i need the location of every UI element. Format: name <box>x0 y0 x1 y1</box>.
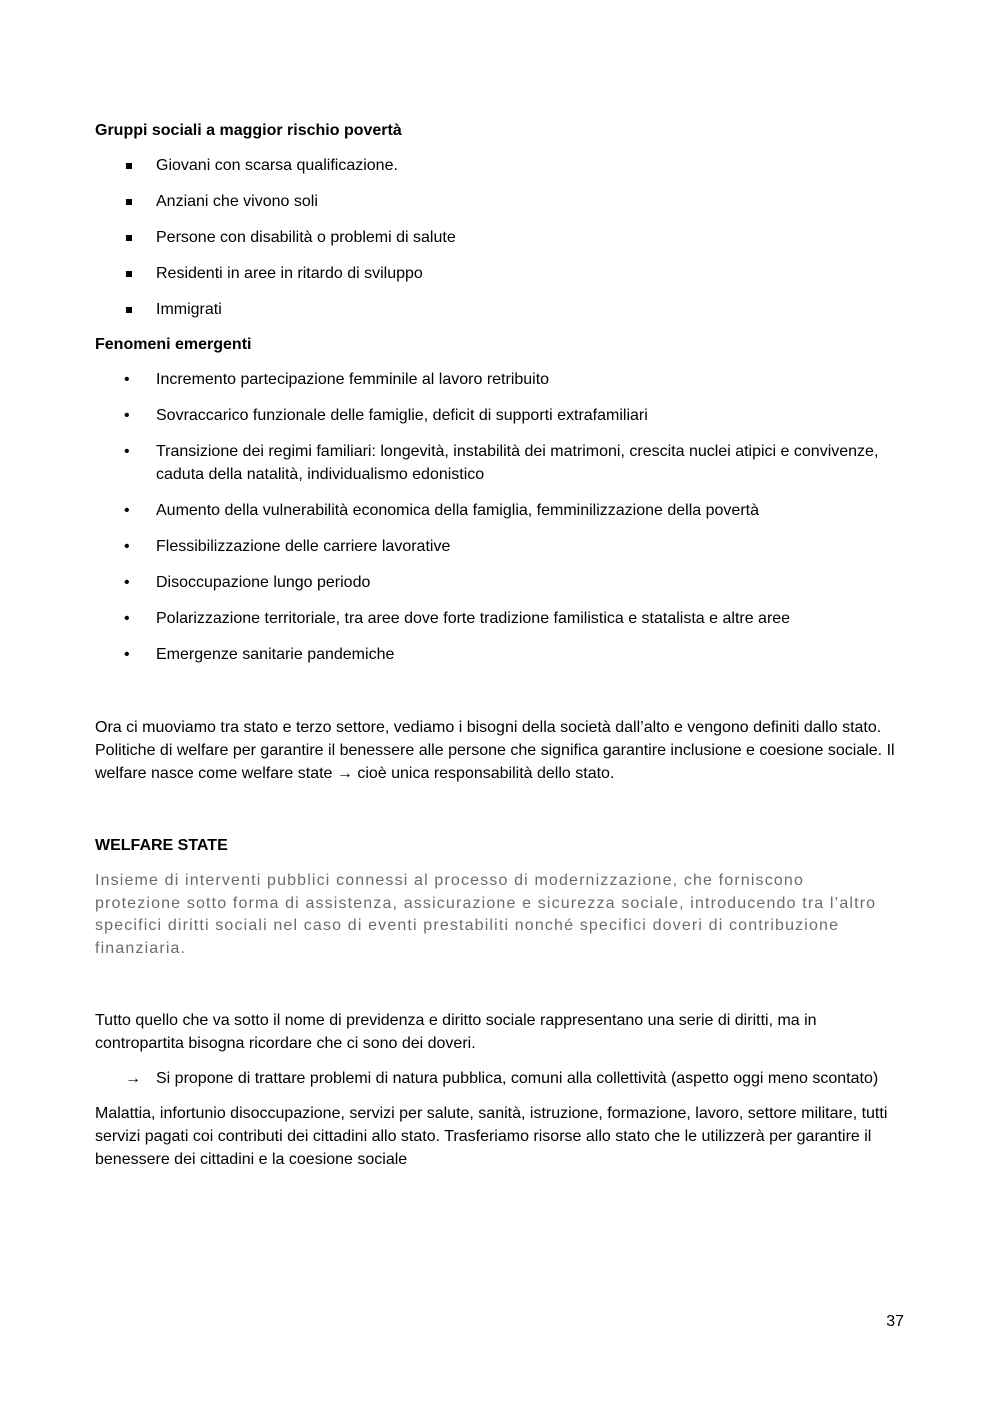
rights-paragraph: Tutto quello che va sotto il nome di previdenza e diritto sociale rappresentano una serie di diritti, ma in contropartita bisogna ricordare che ci sono dei doveri. <box>95 1012 817 1052</box>
bullet-icon: • <box>124 574 130 591</box>
bullet-icon: • <box>124 646 130 663</box>
bullet-icon: • <box>124 371 130 388</box>
list-item-text: Polarizzazione territoriale, tra aree dove forte tradizione familistica e statalista e altre aree <box>156 610 791 627</box>
section-heading-emerging-phenomena: Fenomeni emergenti <box>95 336 252 353</box>
closing-paragraph: Malattia, infortunio disoccupazione, servizi per salute, sanità, istruzione, formazione, lavoro, settore militare, tutti servizi pagati coi contributi dei cittadini allo stato. Trasferiamo risorse allo stato che le utilizzerà per garantire il benessere dei cittadini e la coesione sociale <box>95 1105 888 1168</box>
list-item <box>95 404 895 427</box>
list-item <box>95 190 895 213</box>
list-item-text: Emergenze sanitarie pandemiche <box>156 646 395 663</box>
list-item-text: Flessibilizzazione delle carriere lavorative <box>156 538 451 555</box>
section-heading-poverty-groups: Gruppi sociali a maggior rischio povertà <box>95 122 402 139</box>
list-item <box>95 368 895 391</box>
list-item-text: Disoccupazione lungo periodo <box>156 574 371 591</box>
page-number: 37 <box>886 1313 904 1330</box>
bullet-icon: • <box>124 443 130 460</box>
list-item <box>95 643 895 666</box>
list-item <box>95 154 895 177</box>
list-item <box>95 607 895 630</box>
list-item-text: Anziani che vivono soli <box>156 193 318 210</box>
list-item-text: Giovani con scarsa qualificazione. <box>156 157 398 174</box>
bullet-icon: • <box>124 502 130 519</box>
welfare-state-definition: Insieme di interventi pubblici connessi al processo di modernizzazione, che forniscono protezione sotto forma di assistenza, assicurazione e sicurezza sociale, introducendo tra l’altro specifici diritti sociali nel caso di eventi prestabiliti nonché specifici doveri di contribuzione finanziaria. <box>95 872 877 957</box>
list-item-text: Transizione dei regimi familiari: longevità, instabilità dei matrimoni, crescita nuclei atipici e convivenze, caduta della natalità, individualismo edonistico <box>156 443 879 483</box>
list-item <box>95 262 895 285</box>
bullet-icon: • <box>124 407 130 424</box>
list-item-text: Si propone di trattare problemi di natura pubblica, comuni alla collettività (aspetto oggi meno scontato) <box>156 1070 879 1087</box>
arrow-right-icon: → <box>125 1070 141 1087</box>
list-item-text: Sovraccarico funzionale delle famiglie, deficit di supporti extrafamiliari <box>156 407 648 424</box>
list-item-text: Residenti in aree in ritardo di sviluppo <box>156 265 423 282</box>
list-item <box>95 298 895 321</box>
emerging-phenomena-list <box>95 368 895 666</box>
list-item <box>95 499 895 522</box>
list-item <box>95 226 895 249</box>
list-item-text: Persone con disabilità o problemi di salute <box>156 229 456 246</box>
poverty-groups-list <box>95 154 895 321</box>
list-item <box>95 440 895 486</box>
bullet-icon: • <box>124 610 130 627</box>
list-item <box>95 1067 895 1090</box>
list-item-text: Aumento della vulnerabilità economica della famiglia, femminilizzazione della povertà <box>156 502 759 519</box>
list-item-text: Immigrati <box>156 301 222 318</box>
bullet-icon: • <box>124 538 130 555</box>
list-item <box>95 571 895 594</box>
page-content <box>95 119 895 1171</box>
arrow-list <box>95 1067 895 1090</box>
list-item-text: Incremento partecipazione femminile al lavoro retribuito <box>156 371 550 388</box>
section-heading-welfare-state: WELFARE STATE <box>95 837 228 854</box>
list-item <box>95 535 895 558</box>
intro-paragraph: Ora ci muoviamo tra stato e terzo settore, vediamo i bisogni della società dall’alto e vengono definiti dallo stato. Politiche di welfare per garantire il benessere alle persone che significa garantire inclusione e coesione sociale. Il welfare nasce come welfare state → cioè unica responsabilità dello stato. <box>95 719 895 782</box>
